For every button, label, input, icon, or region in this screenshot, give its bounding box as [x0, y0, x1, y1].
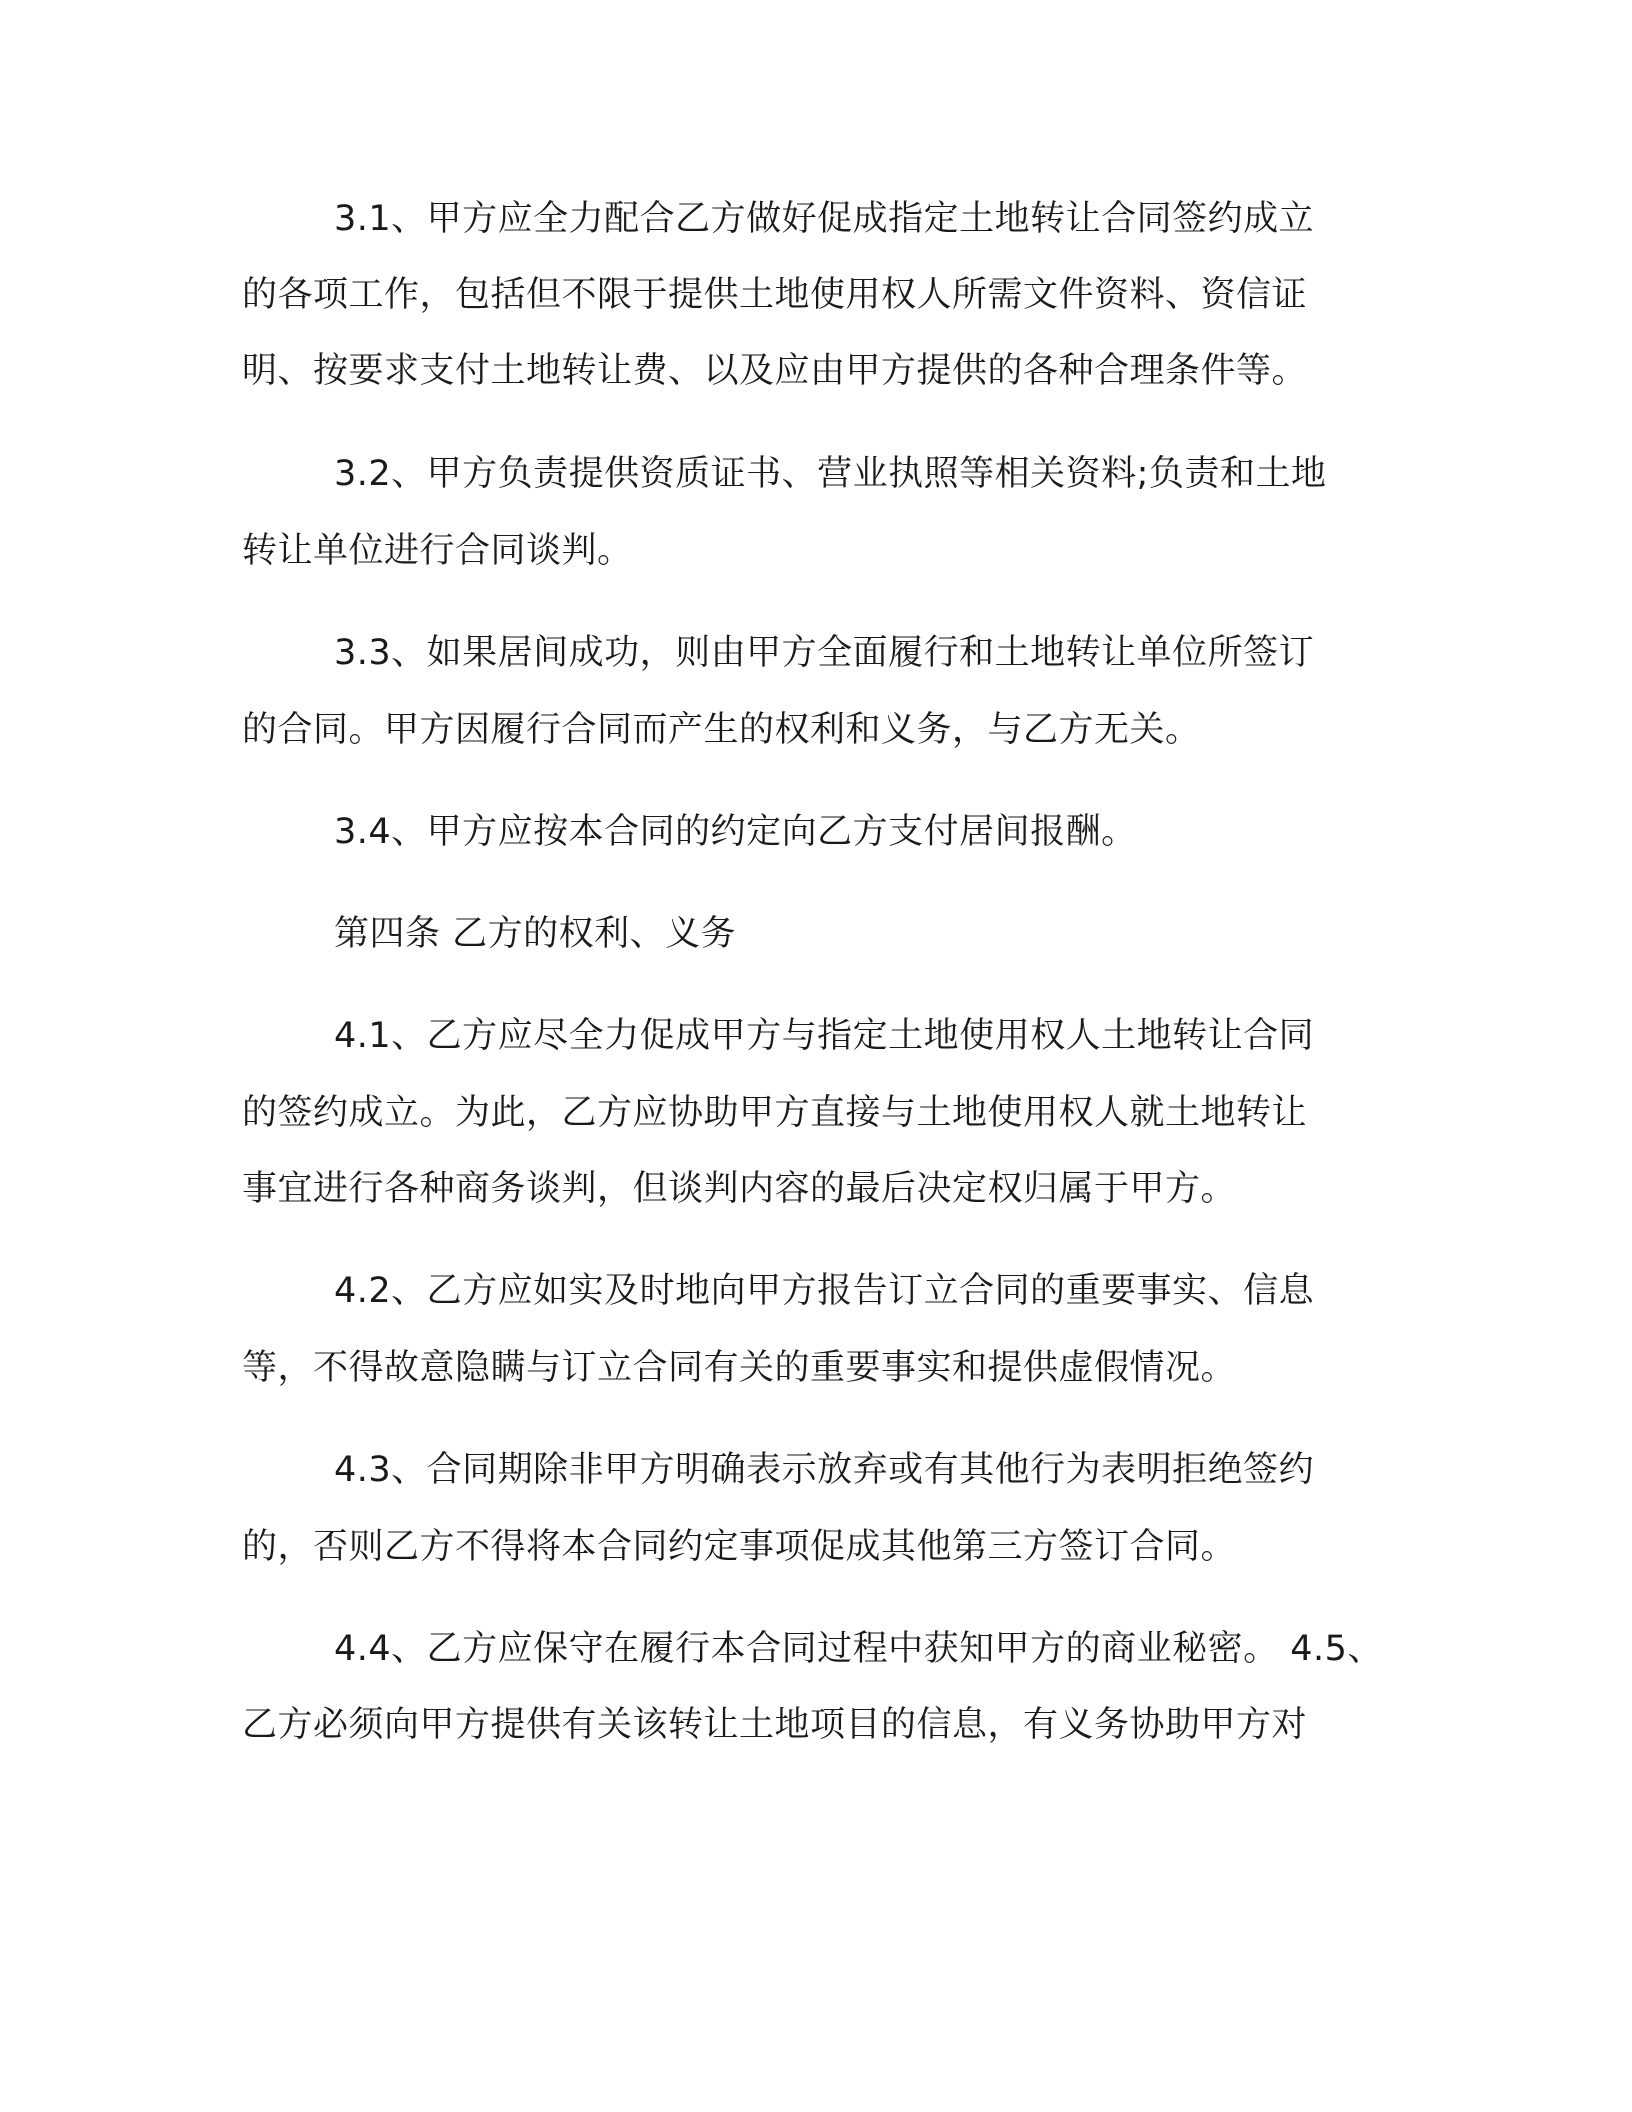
clause-4-3-line-2: 的，否则乙方不得将本合同约定事项促成其他第三方签订合同。 — [242, 1527, 1237, 1567]
clause-4-4-line-1: 4.4、乙方应保守在履行本合同过程中获知甲方的商业秘密。 4.5、 — [334, 1629, 1383, 1669]
clause-4-5-line-1: 乙方必须向甲方提供有关该转让土地项目的信息，有义务协助甲方对 — [242, 1705, 1308, 1745]
clause-3-1-line-1: 3.1、甲方应全力配合乙方做好促成指定土地转让合同签约成立 — [334, 199, 1315, 239]
clause-4-2-line-1: 4.2、乙方应如实及时地向甲方报告订立合同的重要事实、信息 — [334, 1271, 1315, 1311]
clause-4-1-line-1: 4.1、乙方应尽全力促成甲方与指定土地使用权人土地转让合同 — [334, 1016, 1315, 1056]
clause-4-1-line-2: 的签约成立。为此，乙方应协助甲方直接与土地使用权人就土地转让 — [242, 1093, 1308, 1133]
clause-4-1-line-3: 事宜进行各种商务谈判，但谈判内容的最后决定权归属于甲方。 — [242, 1169, 1237, 1209]
clause-3-3-line-2: 的合同。甲方因履行合同而产生的权利和义务，与乙方无关。 — [242, 710, 1201, 750]
clause-3-2-line-1: 3.2、甲方负责提供资质证书、营业执照等相关资料;负责和土地 — [334, 454, 1327, 494]
clause-3-4-line-1: 3.4、甲方应按本合同的约定向乙方支付居间报酬。 — [334, 812, 1137, 852]
clause-3-1-line-2: 的各项工作，包括但不限于提供土地使用权人所需文件资料、资信证 — [242, 275, 1308, 315]
clause-3-2-line-2: 转让单位进行合同谈判。 — [242, 531, 633, 571]
clause-3-3-line-1: 3.3、如果居间成功，则由甲方全面履行和土地转让单位所签订 — [334, 633, 1315, 673]
clause-4-2-line-2: 等，不得故意隐瞒与订立合同有关的重要事实和提供虚假情况。 — [242, 1348, 1237, 1388]
section-heading-article-4: 第四条 乙方的权利、义务 — [334, 914, 737, 954]
clause-3-1-line-3: 明、按要求支付土地转让费、以及应由甲方提供的各种合理条件等。 — [242, 351, 1308, 391]
clause-4-3-line-1: 4.3、合同期除非甲方明确表示放弃或有其他行为表明拒绝签约 — [334, 1450, 1315, 1490]
